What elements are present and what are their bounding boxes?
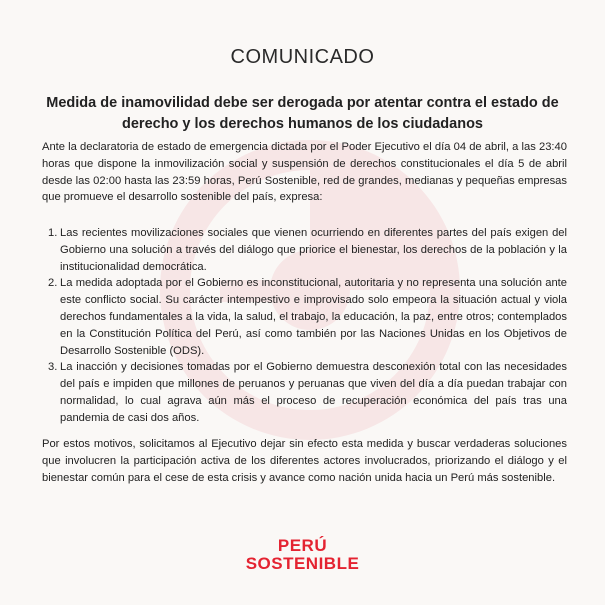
document-subtitle: Medida de inamovilidad debe ser derogada por atentar contra el estado de derecho y los derechos humanos de los ciudadanos [46,95,559,132]
list-item-text: La medida adoptada por el Gobierno es inconstitucional, autoritaria y no representa una solución ante este conflicto social. Su carácter intempestivo e improvisado solo empeora la situación actual y viola derechos fundamentales a la vida, la salud, el trabajo, la educación, la paz, entre otros; contemplados en la Constitución Política del Perú, así como también por las Naciones Unidas en los Objetivos de Desarrollo Sostenible (ODS). [60,277,567,357]
list-item-number: 2. [48,277,58,290]
document-title: COMUNICADO [230,46,375,68]
intro-paragraph: Ante la declaratoria de estado de emergencia dictada por el Poder Ejecutivo el día 04 de abril, a las 23:40 horas que dispone la inmovilización social y suspensión de derechos constitucionales el día 5 de abril desde las 02:00 hasta las 23:59 horas, Perú Sostenible, red de grandes, medianas y pequeñas empresas que promueve el desarrollo sostenible del país, expresa: [42,141,567,204]
list-item-number: 3. [48,361,58,374]
closing-paragraph: Por estos motivos, solicitamos al Ejecutivo dejar sin efecto esta medida y buscar verdaderas soluciones que involucren la participación activa de los diferentes actores involucrados, priorizando el diálogo y el bienestar común para el cese de esta crisis y avance como nación unida hacia un Perú más sostenible. [42,438,567,484]
list-item-number: 1. [48,227,58,239]
list-item-text: Las recientes movilizaciones sociales que vienen ocurriendo en diferentes partes del país exigen del Gobierno una solución a través del diálogo que priorice el bienestar, los derechos de la población y la institucionalidad democrática. [60,227,567,273]
peru-sostenible-logo [0,537,605,573]
list-item [42,225,567,275]
logo-line-2: SOSTENIBLE [245,554,360,573]
list-item-text: La inacción y decisiones tomadas por el Gobierno demuestra desconexión total con las necesidades del país e impiden que millones de peruanos y peruanas que viven del día a día puedan trabajar con normalidad, lo cual agrava aún más el proceso de recuperación económica del país tras una pandemia de casi dos años. [60,361,567,424]
logo-line-1: PERÚ [277,536,328,555]
list-item [42,275,567,359]
list-item [42,359,567,426]
points-list [42,225,567,427]
